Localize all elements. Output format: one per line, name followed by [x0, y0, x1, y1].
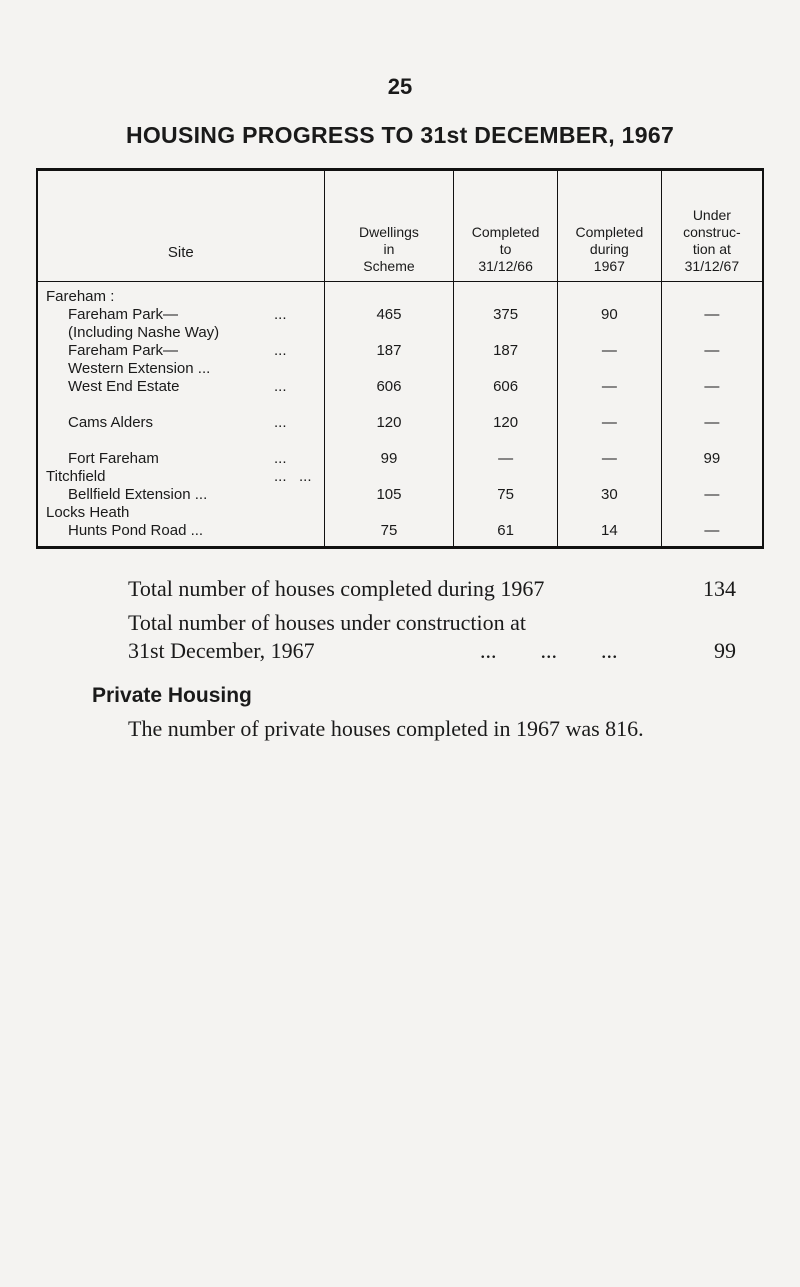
table-value: [662, 504, 762, 522]
summary-block: [128, 576, 736, 664]
site-header: [37, 170, 324, 282]
table-value: [558, 360, 661, 378]
table-value: 30: [601, 486, 618, 503]
table-value: [558, 468, 661, 486]
table-value: 187: [493, 342, 519, 359]
leader-dots: ... ...: [274, 468, 312, 485]
table-value: —: [704, 342, 720, 359]
site-line: [46, 324, 324, 342]
table-body: [37, 282, 763, 548]
table-value: 120: [493, 414, 519, 431]
table-value: [325, 288, 454, 306]
leader-dots: ...: [274, 342, 287, 359]
header-line: Site: [167, 244, 194, 261]
site-name: Hunts Pond Road ...: [68, 522, 204, 539]
site-name: Western Extension ...: [68, 360, 211, 377]
private-housing-heading: Private Housing: [92, 684, 252, 707]
site-line: [46, 342, 324, 360]
table-value: 606: [376, 378, 402, 395]
page-number: 25: [387, 74, 413, 99]
summary-construction-row: [128, 610, 736, 636]
table-value: —: [601, 414, 617, 431]
site-line: [46, 414, 324, 432]
table-value: 75: [497, 486, 514, 503]
under-construction-column: [661, 282, 763, 548]
housing-progress-table: [36, 168, 764, 549]
table-value: —: [498, 450, 514, 467]
site-line: [46, 396, 324, 414]
site-line: [46, 378, 324, 396]
summary-date-text: 31st December, 1967: [128, 638, 315, 663]
table-value: —: [704, 486, 720, 503]
site-name: Fort Fareham: [68, 450, 159, 467]
site-line: [46, 522, 324, 540]
header-line: 31/12/66: [478, 258, 533, 274]
site-line: [46, 450, 324, 468]
header-line: tion at: [692, 241, 731, 257]
site-line: [46, 288, 324, 306]
table-value: —: [601, 342, 617, 359]
table-value: [558, 288, 661, 306]
table-header: [37, 170, 763, 282]
table-value: 90: [601, 306, 618, 323]
table-value: 14: [601, 522, 618, 539]
dwellings-header: [324, 170, 454, 282]
table-value: [662, 360, 762, 378]
table-value: 606: [493, 378, 519, 395]
table-value: [454, 396, 557, 414]
header-line: to: [499, 241, 512, 257]
header-line: 31/12/67: [684, 258, 740, 274]
summary-completed-value: 134: [703, 576, 736, 601]
summary-date-row: [128, 638, 736, 664]
completed-to-66-column: [454, 282, 558, 548]
table-value: —: [704, 414, 720, 431]
table-value: [325, 504, 454, 522]
table-value: [558, 504, 661, 522]
table-value: 99: [380, 450, 398, 467]
site-name: West End Estate: [68, 378, 180, 395]
table-value: [454, 432, 557, 450]
page-title: HOUSING PROGRESS TO 31st DECEMBER, 1967: [125, 122, 675, 148]
table-value: [325, 396, 454, 414]
table-value: [325, 432, 454, 450]
table-value: [454, 360, 557, 378]
dwellings-column: [324, 282, 454, 548]
site-name: Bellfield Extension ...: [68, 486, 208, 503]
housing-table-container: [36, 168, 764, 549]
site-column: [37, 282, 324, 548]
summary-leader-dots: ... ... ...: [480, 638, 618, 663]
header-line: Under: [692, 207, 731, 223]
header-line: Scheme: [363, 258, 415, 274]
completed-to-66-header: [454, 170, 558, 282]
site-name: Fareham Park—: [68, 342, 179, 359]
header-line: in: [383, 241, 395, 257]
table-value: [662, 468, 762, 486]
summary-construction-text: Total number of houses under construction at: [128, 610, 527, 635]
header-line: construc-: [683, 224, 741, 240]
table-value: 75: [380, 522, 398, 539]
summary-completed-row: [128, 576, 736, 602]
site-line: [46, 432, 324, 450]
table-value: [325, 360, 454, 378]
table-value: [662, 324, 762, 342]
private-housing-text: The number of private houses completed in 1967 was 816.: [128, 716, 644, 741]
leader-dots: ...: [274, 306, 287, 323]
site-line: [46, 306, 324, 324]
table-value: 105: [376, 486, 402, 503]
table-value: 465: [376, 306, 402, 323]
site-name: Locks Heath: [46, 504, 130, 521]
site-name: Cams Alders: [68, 414, 154, 431]
table-value: [454, 504, 557, 522]
table-value: 120: [376, 414, 402, 431]
summary-construction-value: 99: [714, 638, 736, 663]
leader-dots: ...: [274, 450, 287, 467]
site-name: Fareham :: [46, 288, 115, 305]
completed-1967-column: [558, 282, 662, 548]
table-value: [454, 468, 557, 486]
table-value: [325, 468, 454, 486]
table-value: [662, 396, 762, 414]
header-line: Completed: [575, 224, 644, 240]
leader-dots: ...: [274, 378, 287, 395]
table-value: 375: [493, 306, 519, 323]
table-value: [558, 396, 661, 414]
site-name: (Including Nashe Way): [68, 324, 220, 341]
site-line: [46, 486, 324, 504]
table-value: —: [704, 522, 720, 539]
table-value: [662, 288, 762, 306]
table-value: —: [704, 378, 720, 395]
table-value: 99: [703, 450, 721, 467]
completed-1967-header: [558, 170, 662, 282]
under-construction-header: [661, 170, 763, 282]
site-name: Fareham Park—: [68, 306, 179, 323]
summary-completed-text: Total number of houses completed during 1967: [128, 576, 545, 601]
table-value: 187: [376, 342, 402, 359]
table-value: [325, 324, 454, 342]
header-line: Completed: [471, 224, 540, 240]
table-value: [558, 432, 661, 450]
site-line: [46, 504, 324, 522]
header-line: Dwellings: [359, 224, 419, 240]
site-line: [46, 468, 324, 486]
table-value: —: [704, 306, 720, 323]
table-value: [662, 432, 762, 450]
table-value: —: [601, 378, 617, 395]
header-line: during: [589, 241, 629, 257]
leader-dots: ...: [274, 414, 287, 431]
table-value: [558, 324, 661, 342]
table-value: —: [601, 450, 617, 467]
table-value: [454, 288, 557, 306]
table-value: [454, 324, 557, 342]
site-name: Titchfield: [46, 468, 106, 485]
site-line: [46, 360, 324, 378]
header-line: 1967: [593, 258, 625, 274]
table-value: 61: [497, 522, 514, 539]
